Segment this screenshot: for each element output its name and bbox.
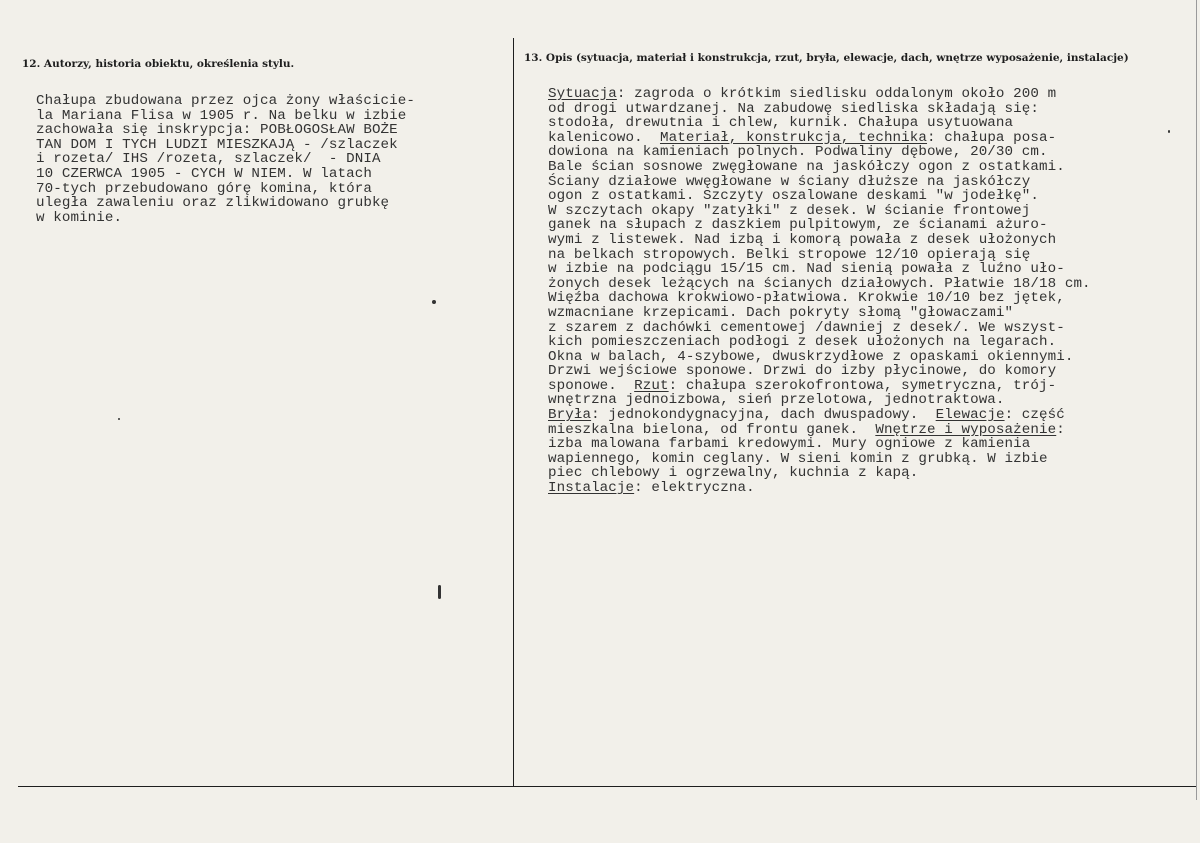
right-edge-rule [1196, 0, 1197, 800]
underlined-heading: Wnętrze i wyposażenie [875, 421, 1057, 438]
underlined-heading: Sytuacja [548, 86, 617, 102]
text-line [548, 175, 1091, 190]
text-line [548, 379, 1091, 394]
text-line [548, 291, 1091, 306]
text-segment: wymi z listewek. Nad izbą i komorą powała z desek ułożonych [548, 231, 1057, 248]
text-line: i rozeta/ IHS /rozeta, szlaczek/ - DNIA [36, 151, 381, 168]
text-segment: : jednokondygnacyjna, dach dwuspadowy. [591, 407, 936, 424]
text-segment: : część [1004, 407, 1065, 424]
text-line: 10 CZERWCA 1905 - CYCH W NIEM. W latach [36, 165, 372, 182]
text-segment: wzmacniane krzepicami. Dach pokryty słomą "głowaczami" [548, 304, 1014, 321]
underlined-heading: Instalacje [548, 480, 635, 497]
text-line [548, 437, 1091, 452]
text-segment: ganek na słupach z daszkiem pulpitowym, ze ścianami ażuro- [548, 217, 1048, 234]
text-line [548, 423, 1091, 438]
text-line [548, 160, 1091, 175]
text-segment: ogon z ostatkami. Szczyty oszalowane deskami "w jodełkę". [548, 188, 1039, 205]
text-segment: wnętrzna jednoizbowa, sień przelotowa, jednotraktowa. [548, 392, 1005, 409]
text-segment: żonych desek leżących na ścianych działowych. Płatwie 18/18 cm. [548, 275, 1091, 292]
text-segment: : chałupa posa- [927, 129, 1057, 146]
text-line: w kominie. [36, 209, 123, 226]
text-line [548, 481, 1091, 496]
text-segment: dowiona na kamieniach polnych. Podwaliny dębowe, 20/30 cm. [548, 144, 1048, 161]
authors-history-text [36, 94, 415, 225]
text-line: la Mariana Flisa w 1905 r. Na belku w izbie [36, 107, 407, 124]
column-divider [513, 38, 514, 786]
paper-speck [432, 300, 436, 304]
underlined-heading: Materiał, konstrukcja, technika [659, 129, 928, 146]
description-text [548, 87, 1091, 496]
text-line [548, 335, 1091, 350]
text-line [548, 218, 1091, 233]
text-segment: : chałupa szerokofrontowa, symetryczna, trój- [668, 377, 1057, 394]
text-line [548, 204, 1091, 219]
text-segment: stodoła, drewutnia i chlew, kurnik. Chałupa usytuowana [548, 115, 1014, 132]
text-line [548, 393, 1091, 408]
text-segment: piec chlebowy i ogrzewalny, kuchnia z kapą. [548, 465, 919, 482]
text-segment: kalenicowo. [548, 129, 660, 146]
text-line [548, 233, 1091, 248]
text-line [548, 452, 1091, 467]
text-line [548, 350, 1091, 365]
text-segment: : elektryczna. [634, 480, 755, 497]
text-line [548, 131, 1091, 146]
section-13-heading: 13. Opis (sytuacja, materiał i konstrukcja, rzut, bryła, elewacje, dach, wnętrze wyposażenie, instalacje) [524, 52, 1129, 64]
text-line [548, 364, 1091, 379]
text-segment: Bale ścian sosnowe zwęgłowane na jaskółczy ogon z ostatkami. [548, 158, 1065, 175]
text-segment: od drogi utwardzanej. Na zabudowę siedliska składają się: [548, 100, 1039, 117]
text-line [548, 189, 1091, 204]
text-segment: Ściany działowe wwęgłowane w ściany dłuższe na jaskółczy [548, 173, 1031, 190]
text-line [548, 248, 1091, 263]
text-segment: Więźba dachowa krokwiowo-płatwiowa. Krokwie 10/10 bez jętek, [548, 290, 1065, 307]
text-segment: mieszkalna bielona, od frontu ganek. [548, 421, 876, 438]
text-segment: wapiennego, komin ceglany. W sieni komin z grubką. W izbie [548, 450, 1048, 467]
text-line [548, 408, 1091, 423]
text-segment: Okna w balach, 4-szybowe, dwuskrzydłowe z opaskami okiennymi. [548, 348, 1074, 365]
text-segment: sponowe. [548, 377, 635, 394]
underlined-heading: Elewacje [935, 407, 1005, 424]
section-12-heading: 12. Autorzy, historia obiektu, określenia stylu. [22, 58, 295, 70]
text-line [548, 145, 1091, 160]
text-segment: izba malowana farbami kredowymi. Mury ogniowe z kamienia [548, 436, 1031, 453]
text-line: Chałupa zbudowana przez ojca żony właściciе- [36, 93, 416, 109]
underlined-heading: Bryła [548, 407, 592, 424]
paper-speck [1168, 130, 1170, 133]
text-line: zachowała się inskrypcja: POBŁOGOSŁAW BOŻE [36, 122, 398, 139]
paper-speck [438, 585, 441, 599]
bottom-rule [18, 786, 1196, 787]
underlined-heading: Rzut [634, 377, 669, 394]
text-segment: W szczytach okapy "zatyłki" z desek. W ścianie frontowej [548, 202, 1031, 219]
text-line [548, 116, 1091, 131]
text-segment: Drzwi wejściowe sponowe. Drzwi do izby płycinowe, do komory [548, 363, 1057, 380]
text-line [548, 466, 1091, 481]
text-segment: : [1056, 421, 1065, 438]
text-line [548, 102, 1091, 117]
text-segment: w izbie na podciągu 15/15 cm. Nad sienią powała z luźno uło- [548, 261, 1065, 278]
text-line [548, 277, 1091, 292]
text-line [548, 262, 1091, 277]
text-line [548, 321, 1091, 336]
paper-speck [118, 418, 120, 420]
text-segment: : zagroda o krótkim siedlisku oddalonym około 200 m [616, 86, 1057, 102]
text-segment: na belkach stropowych. Belki stropowe 12/10 opierają się [548, 246, 1031, 263]
text-line [548, 87, 1091, 102]
text-line: 70-tych przebudowano górę komina, która [36, 180, 372, 197]
text-segment: kich pomieszczeniach podłogi z desek ułożonych na legarach. [548, 334, 1057, 351]
text-line: TAN DOM I TYCH LUDZI MIESZKAJĄ - /szlaczek [36, 136, 398, 153]
text-segment: z szarem z dachówki cementowej /dawniej z desek/. We wszyst- [548, 319, 1065, 336]
text-line [548, 306, 1091, 321]
text-line: uległa zawaleniu oraz zlikwidowano grubkę [36, 195, 390, 212]
